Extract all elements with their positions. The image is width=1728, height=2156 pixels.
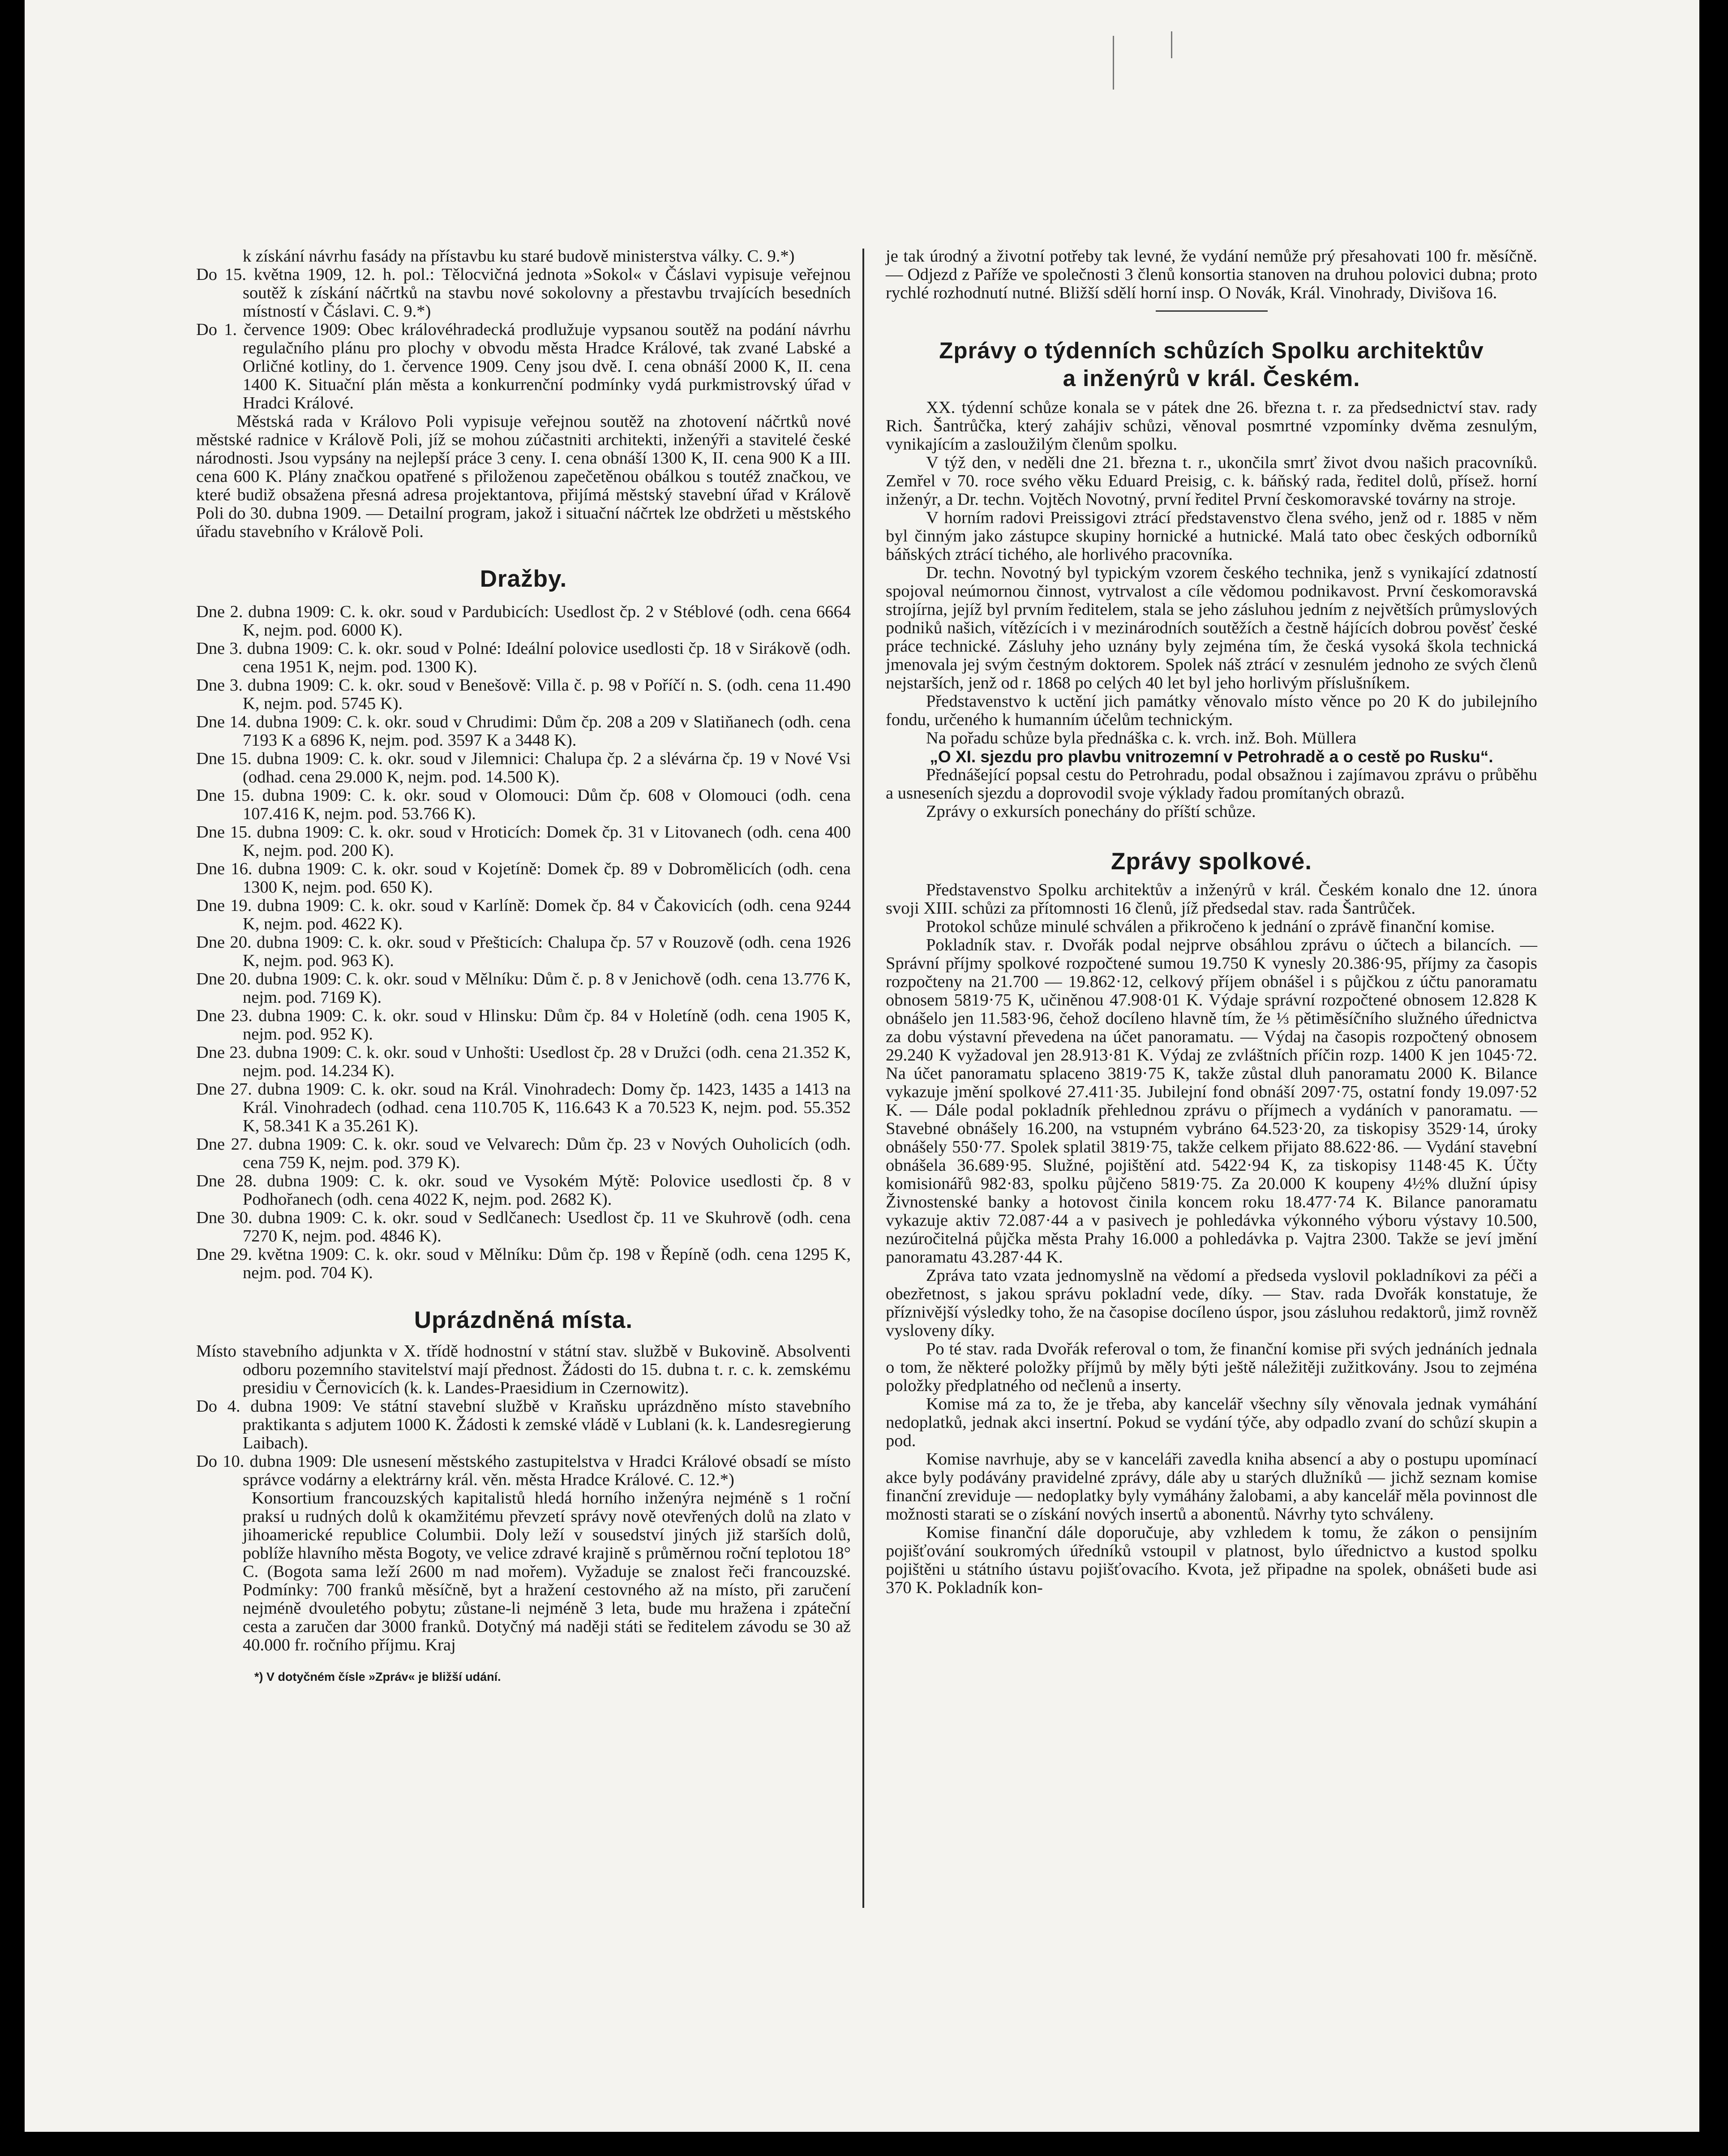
scan-mark	[1171, 31, 1172, 58]
auction-item: Dne 2. dubna 1909: C. k. okr. soud v Pardubicích: Usedlost čp. 2 v Stéblové (odh. cena 6664 K, nejm. pod. 6000 K).	[196, 602, 851, 640]
auction-item: Dne 14. dubna 1909: C. k. okr. soud v Chrudimi: Dům čp. 208 a 209 v Slatiňanech (odh. cena 7193 K a 6896 K, nejm. pod. 3597 K a 3448 K).	[196, 713, 851, 750]
auction-item: Dne 20. dubna 1909: C. k. okr. soud v Mělníku: Dům č. p. 8 v Jenichově (odh. cena 13.776 K, nejm. pod. 7169 K).	[196, 970, 851, 1007]
right-column	[886, 247, 1537, 1597]
competition-item: Do 1. července 1909: Obec královéhradecká prodlužuje vypsanou soutěž na podání návrhu regulačního plánu pro plochy v obvodu města Hradce Králové, tak zvané Labské a Orličné kotliny, do 1. července 1909. Ceny jsou dvě. I. cena obnáší 2000 K, II. cena 1400 K. Situační plán města a konkurrenční podmínky vydá purkmistrovský úřad v Hradci Králové.	[196, 320, 851, 412]
section-heading-tydenni-schuze	[886, 337, 1537, 392]
report-paragraph: Přednášející popsal cestu do Petrohradu, podal obsažnou i zajímavou zprávu o průběhu a usneseních sjezdu a doprovodil svoje výklady řadou promítaných obrazů.	[886, 765, 1537, 803]
board-paragraph: Komise finanční dále doporučuje, aby vzhledem k tomu, že zákon o pensijním pojišťování soukromých úředníků vstoupil v platnost, bylo úřednictvo a kustod spolku pojištěni u státního ústavu pojišťovacího. Kvota, jež připadne na spolek, obnášeti bude asi 370 K. Pokladník kon-	[886, 1523, 1537, 1597]
auction-item: Dne 15. dubna 1909: C. k. okr. soud v Jilemnici: Chalupa čp. 2 a slévárna čp. 19 v Nové Vsi (odhad. cena 29.000 K, nejm. pod. 14.500 K).	[196, 749, 851, 786]
auction-item: Dne 20. dubna 1909: C. k. okr. soud v Přešticích: Chalupa čp. 57 v Rouzově (odh. cena 1926 K, nejm. pod. 963 K).	[196, 933, 851, 970]
report-paragraph: Na pořadu schůze byla přednáška c. k. vrch. inž. Boh. Müllera	[926, 729, 1357, 747]
vacancy-item: Konsortium francouzských kapitalistů hledá horního inženýra nejméně s 1 roční praksí u rudných dolů k okamžitému převzetí správy nově otevřených dolů na zlato v jihoamerické republice Columbii. Doly leží v sousedství jiných již starších dolů, poblíže hlavního města Bogoty, ve velice zdravé krajině s průměrnou roční teplotou 18° C. (Bogota sama leží 2600 m nad mořem). Vyžaduje se znalost řeči francouzské. Podmínky: 700 franků měsíčně, byt a hražení cestovného až na místo, při zaručení nejméně dvouletého pobytu; zůstane-li nejméně 3 leta, bude mu hražena i zpáteční cesta a zaručen dar 3000 franků. Dotyčný má naději státi se ředitelem závodu se 30 až 40.000 fr. ročního příjmu. Kraj	[243, 1489, 851, 1654]
auction-item: Dne 3. dubna 1909: C. k. okr. soud v Benešově: Villa č. p. 98 v Poříčí n. S. (odh. cena 11.490 K, nejm. pod. 5745 K).	[196, 676, 851, 713]
vacancy-item: Místo stavebního adjunkta v X. třídě hodnostní v státní stav. službě v Bukovině. Absolventi odboru pozemního stavitelství mají přednost. Žádosti do 15. dubna t. r. c. k. zemskému presidiu v Černovicích (k. k. Landes-Praesidium in Czernowitz).	[196, 1342, 851, 1397]
report-paragraph: Představenstvo k uctění jich památky věnovalo místo věnce po 20 K do jubilejního fondu, určeného k humanním účelům technickým.	[886, 692, 1537, 729]
report-paragraph: Zprávy o exkursích ponechány do příští schůze.	[926, 802, 1256, 821]
lecture-title: „O XI. sjezdu pro plavbu vnitrozemní v Petrohradě a o cestě po Rusku“.	[930, 747, 1493, 766]
section-heading-zpravy-spolkove: Zprávy spolkové.	[1111, 848, 1312, 875]
board-paragraph: Pokladník stav. r. Dvořák podal nejprve obsáhlou zprávu o účtech a bilancích. — Správní příjmy spolkové rozpočtené sumou 19.750 K vynesly 20.386·95, příjmy za časopis rozpočteny na 21.700 — 19.862·12, celkový příjem obnášel i s půjčkou z účtu panoramatu obnosem 5819·75 K, učiněnou 47.908·01 K. Výdaje správní rozpočtené obnosem 12.828 K obnášelo jen 11.583·96, čehož docíleno hlavně tím, že ⅓ pětiměsíčního služného úřednictva za dobu výstavní převedena na účet panoramatu. — Výdaj na časopis rozpočtený obnosem 29.240 K vyžadoval jen 28.913·81 K. Výdaj ze zvláštních příčin rozp. 1400 K jen 1045·72. Na účet panoramatu splaceno 3819·75 K, takže zůstal dluh panoramatu 2000 K. Bilance vykazuje jmění spolkové 27.411·35. Jubilejní fond obnáší 2097·75, ostatní fondy 19.097·52 K. — Dále podal pokladník přehlednou zprávu o příjmech a vydáních v panoramatu. — Stavebné obnášely 16.200, na vstupném vybráno 64.523·20, za tiskopisy 3529·14, úroky obnášely 550·77. Spolek splatil 3819·75, takže celkem přijato 88.622·86. — Vydání stavební obnášela 36.689·95. Služné, pojištění atd. 5422·94 K, za tiskopisy 1148·45 K. Účty komisionářů 982·83, spolku půjčeno 5819·75. Za 20.000 K koupeny 4½% dlužní úpisy Živnostenské banky a hotovost činila koncem roku 18.477·74 K. Bilance panoramatu vykazuje aktiv 72.087·44 a v pasivech je pohledávka výkonného výboru výstavy 10.500, nezúročitelná půjčka města Prahy 16.000 a pohledávka p. Vajtra 2300. Takže se jeví jmění panoramatu 43.287·44 K.	[886, 936, 1537, 1267]
column-divider	[862, 249, 864, 1908]
section-heading-drazby: Dražby.	[480, 566, 567, 592]
report-paragraph: V horním radovi Preissigovi ztrácí představenstvo člena svého, jenž od r. 1885 v něm byl činným jako zástupce skupiny hornické a hutnické. Malá tato obec českých odborníků báňských ztrácí tichého, ale horlivého pracovníka.	[886, 508, 1537, 564]
newspaper-page	[25, 0, 1699, 2132]
auction-item: Dne 29. května 1909: C. k. okr. soud v Mělníku: Dům čp. 198 v Řepíně (odh. cena 1295 K, nejm. pod. 704 K).	[196, 1245, 851, 1282]
auction-item: Dne 27. dubna 1909: C. k. okr. soud ve Velvarech: Dům čp. 23 v Nových Ouholicích (odh. cena 759 K, nejm. pod. 379 K).	[196, 1135, 851, 1172]
divider-rule	[1156, 310, 1268, 312]
auction-item: Dne 30. dubna 1909: C. k. okr. soud v Sedlčanech: Usedlost čp. 11 ve Skuhrově (odh. cena 7270 K, nejm. pod. 4846 K).	[196, 1208, 851, 1245]
auction-item: Dne 15. dubna 1909: C. k. okr. soud v Hroticích: Domek čp. 31 v Litovanech (odh. cena 400 K, nejm. pod. 200 K).	[196, 823, 851, 860]
competition-item: Do 15. května 1909, 12. h. pol.: Tělocvičná jednota »Sokol« v Čáslavi vypisuje veřejnou soutěž k získání náčrtků na stavbu nové sokolovny a přestavbu trvajících besedních místností v Čáslavi. C. 9.*)	[196, 265, 851, 321]
auction-item: Dne 16. dubna 1909: C. k. okr. soud v Kojetíně: Domek čp. 89 v Dobromělicích (odh. cena 1300 K, nejm. pod. 650 K).	[196, 859, 851, 897]
auction-item: Dne 27. dubna 1909: C. k. okr. soud na Král. Vinohradech: Domy čp. 1423, 1435 a 1413 na Král. Vinohradech (odhad. cena 110.705 K, 116.643 K a 70.523 K, nejm. pod. 55.352 K, 58.341 K a 35.261 K).	[196, 1080, 851, 1135]
auction-item: Dne 23. dubna 1909: C. k. okr. soud v Hlinsku: Dům čp. 84 v Holetíně (odh. cena 1905 K, nejm. pod. 952 K).	[196, 1006, 851, 1044]
auction-item: Dne 28. dubna 1909: C. k. okr. soud ve Vysokém Mýtě: Polovice usedlosti čp. 8 v Podhořanech (odh. cena 4022 K, nejm. pod. 2682 K).	[196, 1172, 851, 1209]
vacancy-item: Do 10. dubna 1909: Dle usnesení městského zastupitelstva v Hradci Králové obsadí se místo správce vodárny a elektrárny král. věn. města Hradce Králové. C. 12.*)	[196, 1452, 851, 1489]
report-paragraph: V týž den, v neděli dne 21. března t. r., ukončila smrť život dvou našich pracovníků. Zemřel v 70. roce svého věku Eduard Preisig, c. k. báňský rada, ředitel dolů, přísež. horní inženýr, a Dr. techn. Vojtěch Novotný, první ředitel První českomoravské továrny na stroje.	[886, 453, 1537, 509]
board-paragraph: Zpráva tato vzata jednomyslně na vědomí a předseda vyslovil pokladníkovi za péči a obezřetnost, s jakou správu pokladní vede, díky. — Stav. rada Dvořák konstatuje, že příznivější výsledky toho, že na časopise docíleno úspor, jsou zásluhou redaktorů, jimž rovněž vysloveny díky.	[886, 1266, 1537, 1340]
auction-item: Dne 3. dubna 1909: C. k. okr. soud v Polné: Ideální polovice usedlosti čp. 18 v Sirákově (odh. cena 1951 K, nejm. pod. 1300 K).	[196, 639, 851, 676]
competition-notice: Městská rada v Královo Poli vypisuje veřejnou soutěž na zhotovení náčrtků nové městské radnice v Králově Poli, jíž se mohou zúčastniti architekti, inženýři a stavitelé české národnosti. Jsou vypsány na nejlepší práce 3 ceny. I. cena obnáší 1300 K, II. cena 900 K a III. cena 600 K. Plány značkou opatřené s přiloženou zapečetěnou obálkou s toutéž značkou, ve které budiž obsažena přesná adresa projektantova, přijímá městský stavební úřad v Králově Poli do 30. dubna 1909. — Detailní program, jakož i situační náčrtek lze obdržeti u městského úřadu stavebního v Králově Poli.	[196, 412, 851, 541]
footnote: *) V dotyčném čísle »Zpráv« je bližší udání.	[254, 1670, 501, 1684]
heading-line: Zprávy o týdenních schůzích Spolku architektův	[939, 338, 1484, 363]
report-paragraph: Dr. techn. Novotný byl typickým vzorem českého technika, jenž s vynikající zdatností spojoval neúmornou činnost, vytrvalost a cíle vědomou podnikavost. První českomoravská strojírna, jejíž byl prvním ředitelem, stala se jeho zásluhou jedním z největších průmyslových podniků našich, vítězících i v mezinárodních soutěžích a čestně hájících dobrou pověsť české práce technické. Zásluhy jeho uznány byly zejména tím, že česká vysoká škola technická jmenovala jej svým čestným doktorem. Spolek náš ztrácí v zesnulém jednoho ze svých členů nejstarších, jenž od r. 1868 po celých 40 let byl jeho horlivým příslušníkem.	[886, 563, 1537, 692]
vacancy-continuation: je tak úrodný a životní potřeby tak levné, že vydání nemůže prý přesahovati 100 fr. měsíčně. — Odjezd z Paříže ve společnosti 3 členů konsortia stanoven na druhou polovici dubna; proto rychlé rozhodnutí nutné. Bližší sdělí horní insp. O Novák, Král. Vinohrady, Divišova 16.	[886, 247, 1537, 302]
scan-mark	[1113, 36, 1114, 90]
auction-item: Dne 19. dubna 1909: C. k. okr. soud v Karlíně: Domek čp. 84 v Čakovicích (odh. cena 9244 K, nejm. pod. 4622 K).	[196, 896, 851, 933]
heading-line: a inženýrů v král. Českém.	[1063, 365, 1360, 391]
board-paragraph: Komise navrhuje, aby se v kanceláři zavedla kniha absencí a aby o postupu upomínací akce byly podávány pravidelné zprávy, dále aby u starých dlužníků — jichž seznam komise finanční zreviduje — nedoplatky byly vymáhány žalobami, a aby kancelář měla povinnost dle možnosti starati se o získání nových insertů a abonentů. Návrhy tyto schváleny.	[886, 1450, 1537, 1524]
left-column	[196, 247, 851, 1698]
auction-item: Dne 23. dubna 1909: C. k. okr. soud v Unhošti: Usedlost čp. 28 v Družci (odh. cena 21.352 K, nejm. pod. 14.234 K).	[196, 1043, 851, 1080]
board-paragraph: Komise má za to, že je třeba, aby kancelář všechny síly věnovala jednak vymáhání nedoplatků, jednak akci insertní. Pokud se vydání týče, aby odpadlo zvaní do schůzí skupin a pod.	[886, 1395, 1537, 1450]
board-paragraph: Po té stav. rada Dvořák referoval o tom, že finanční komise při svých jednáních jednala o tom, že některé položky příjmů by měly býti ještě náležitěji zužitkovány. Jsou to zejména položky předplatného od nečlenů a inserty.	[886, 1340, 1537, 1395]
report-paragraph: XX. týdenní schůze konala se v pátek dne 26. března t. r. za předsednictví stav. rady Rich. Šantrůčka, který zahájiv schůzi, věnoval posmrtné vzpomínky dvěma zesnulým, vynikajícím a zasloužilým členům spolku.	[886, 398, 1537, 454]
vacancy-item: Do 4. dubna 1909: Ve státní stavební službě v Kraňsku uprázdněno místo stavebního praktikanta s adjutem 1000 K. Žádosti k zemské vládě v Lublani (k. k. Landesregierung Laibach).	[196, 1397, 851, 1452]
board-paragraph: Protokol schůze minulé schválen a přikročeno k jednání o zprávě finanční komise.	[926, 917, 1495, 936]
board-meeting-lead: Představenstvo Spolku architektův a inženýrů v král. Českém konalo dne 12. února svoji XIII. schůzi za přítomnosti 16 členů, jíž předsedal stav. rada Šantrůček.	[886, 880, 1537, 918]
section-heading-uprazdnena-mista: Uprázdněná místa.	[414, 1307, 633, 1333]
auction-item: Dne 15. dubna 1909: C. k. okr. soud v Olomouci: Dům čp. 608 v Olomouci (odh. cena 107.416 K, nejm. pod. 53.766 K).	[196, 786, 851, 823]
competition-item: k získání návrhu fasády na přístavbu ku staré budově ministerstva války. C. 9.*)	[243, 247, 795, 266]
